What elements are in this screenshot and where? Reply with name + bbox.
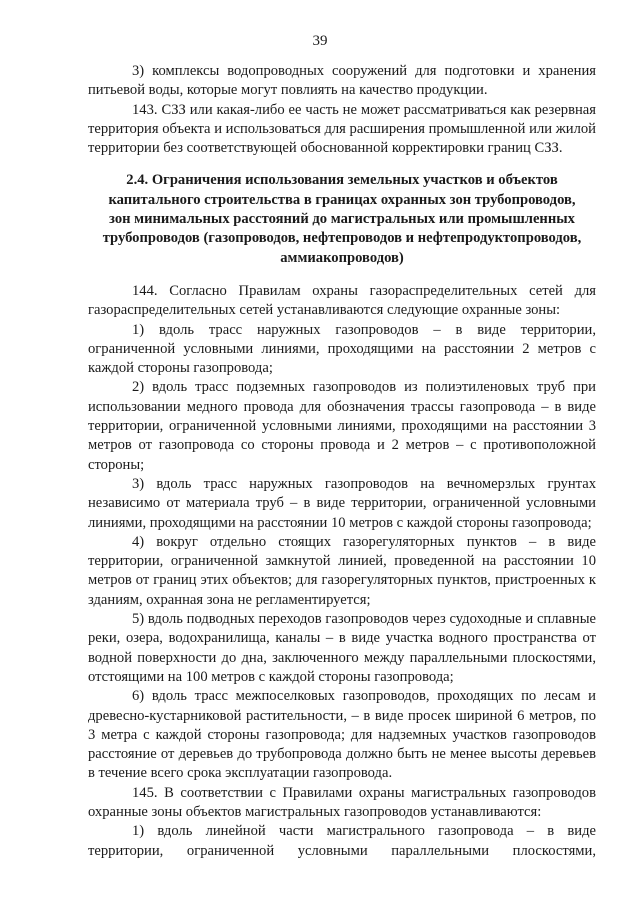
section-heading: 2.4. Ограничения использования земельных участков и объектов капитального строительства в границах охранных зон трубопроводов, зон минимальных расстояний до магистральных или промышленных трубопроводов (газопроводов, нефтепроводов и нефтепродуктопроводов, аммиакопроводов)	[102, 172, 582, 266]
paragraph: 144. Согласно Правилам охраны газораспределительных сетей для газораспределительных сетей устанавливаются следующие охранные зоны:	[88, 282, 596, 319]
list-item: 6) вдоль трасс межпоселковых газопроводов, проходящих по лесам и древесно-кустарниковой растительности, – в виде просек шириной 6 метров, по 3 метра с каждой стороны газопровода; для надземных участков газопроводов расстояние от деревьев до трубопровода должно быть не менее высоты деревьев в течение всего срока эксплуатации газопровода.	[88, 688, 596, 782]
list-item: 3) вдоль трасс наружных газопроводов на вечномерзлых грунтах независимо от материала труб – в виде территории, ограниченной условными линиями, проходящими на расстоянии 10 метров с каждой стороны газопровода;	[88, 475, 596, 531]
list-item: 1) вдоль трасс наружных газопроводов – в виде территории, ограниченной условными линиями, проходящими на расстоянии 2 метров с каждой стороны газопровода;	[88, 321, 596, 377]
list-item: 5) вдоль подводных переходов газопроводов через судоходные и сплавные реки, озера, водохранилища, каналы – в виде участка водного пространства от водной поверхности до дна, заключенного между параллельными плоскостями, отстоящими на 100 метров с каждой стороны газопровода;	[88, 611, 596, 685]
paragraph: 143. СЗЗ или какая-либо ее часть не может рассматриваться как резервная территория объекта и использоваться для расширения промышленной или жилой территории без соответствующей обоснованной корректировки границ СЗЗ.	[88, 101, 596, 157]
list-item: 2) вдоль трасс подземных газопроводов из полиэтиленовых труб при использовании медного провода для обозначения трассы газопровода – в виде территории, ограниченной условными линиями, проходящими на расстоянии 3 метров от газопровода со стороны провода и 2 метров – с противоположной стороны;	[88, 379, 596, 473]
list-item: 1) вдоль линейной части магистрального газопровода – в виде территории, ограниченной условными параллельными плоскостями,	[88, 823, 596, 859]
list-item: 4) вокруг отдельно стоящих газорегуляторных пунктов – в виде территории, ограниченной замкнутой линией, проведенной на расстоянии 10 метров от границ этих объектов; для газорегуляторных пунктов, пристроенных к зданиям, охранная зона не регламентируется;	[88, 533, 596, 608]
page-number: 39	[312, 33, 328, 49]
paragraph: 145. В соответствии с Правилами охраны магистральных газопроводов охранные зоны объектов магистральных газопроводов устанавливаются:	[88, 784, 596, 820]
document-body	[88, 62, 596, 861]
paragraph: 3) комплексы водопроводных сооружений для подготовки и хранения питьевой воды, которые могут повлиять на качество продукции.	[88, 63, 596, 99]
